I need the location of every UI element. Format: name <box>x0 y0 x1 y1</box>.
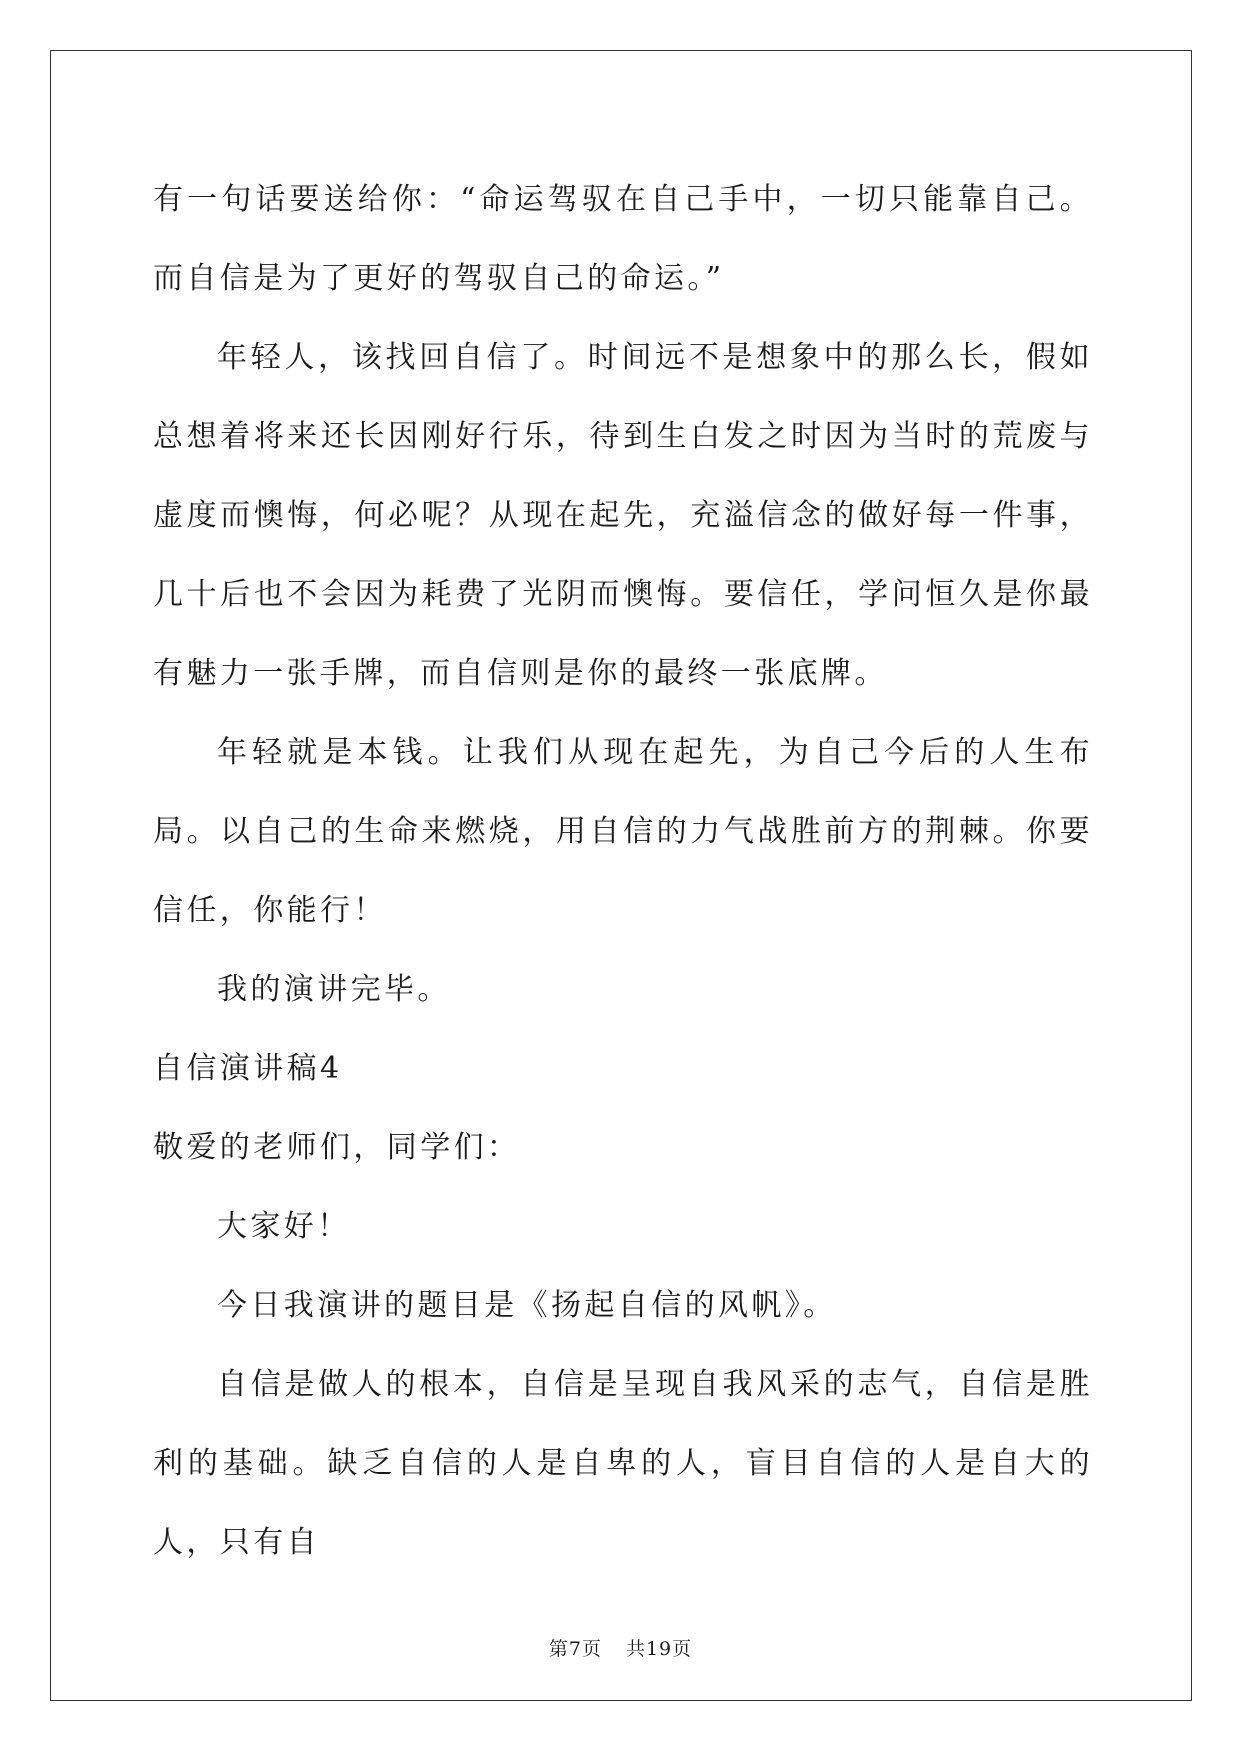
paragraph-2: 年轻人，该找回自信了。时间远不是想象中的那么长，假如总想着将来还长因刚好行乐，待到生白发之时因为当时的荒废与虚度而懊悔，何必呢？从现在起先，充溢信念的做好每一件事，几十后也不会因为耗费了光阴而懊悔。要信任，学问恒久是你最有魅力一张手牌，而自信则是你的最终一张底牌。 <box>153 340 1093 691</box>
greeting: 大家好！ <box>217 1209 351 1244</box>
total-pages: 共19页 <box>625 1638 693 1660</box>
salutation: 敬爱的老师们，同学们： <box>153 1130 521 1165</box>
paragraph-4: 我的演讲完毕。 <box>217 972 451 1007</box>
page-number: 第7页 <box>548 1638 602 1660</box>
document-body <box>153 160 1093 1582</box>
paragraph-1: 有一句话要送给你：“命运驾驭在自己手中，一切只能靠自己。而自信是为了更好的驾驭自己的命运。” <box>153 182 1093 296</box>
paragraph-3: 年轻就是本钱。让我们从现在起先，为自己今后的人生布局。以自己的生命来燃烧，用自信的力气战胜前方的荆棘。你要信任，你能行！ <box>153 735 1093 928</box>
page-footer <box>0 1634 1241 1661</box>
paragraph-9: 自信是做人的根本，自信是呈现自我风采的志气，自信是胜利的基础。缺乏自信的人是自卑的人，盲目自信的人是自大的人，只有自 <box>153 1367 1093 1560</box>
speech-topic: 今日我演讲的题目是《扬起自信的风帆》。 <box>217 1288 837 1323</box>
section-heading: 自信演讲稿4 <box>153 1051 343 1086</box>
